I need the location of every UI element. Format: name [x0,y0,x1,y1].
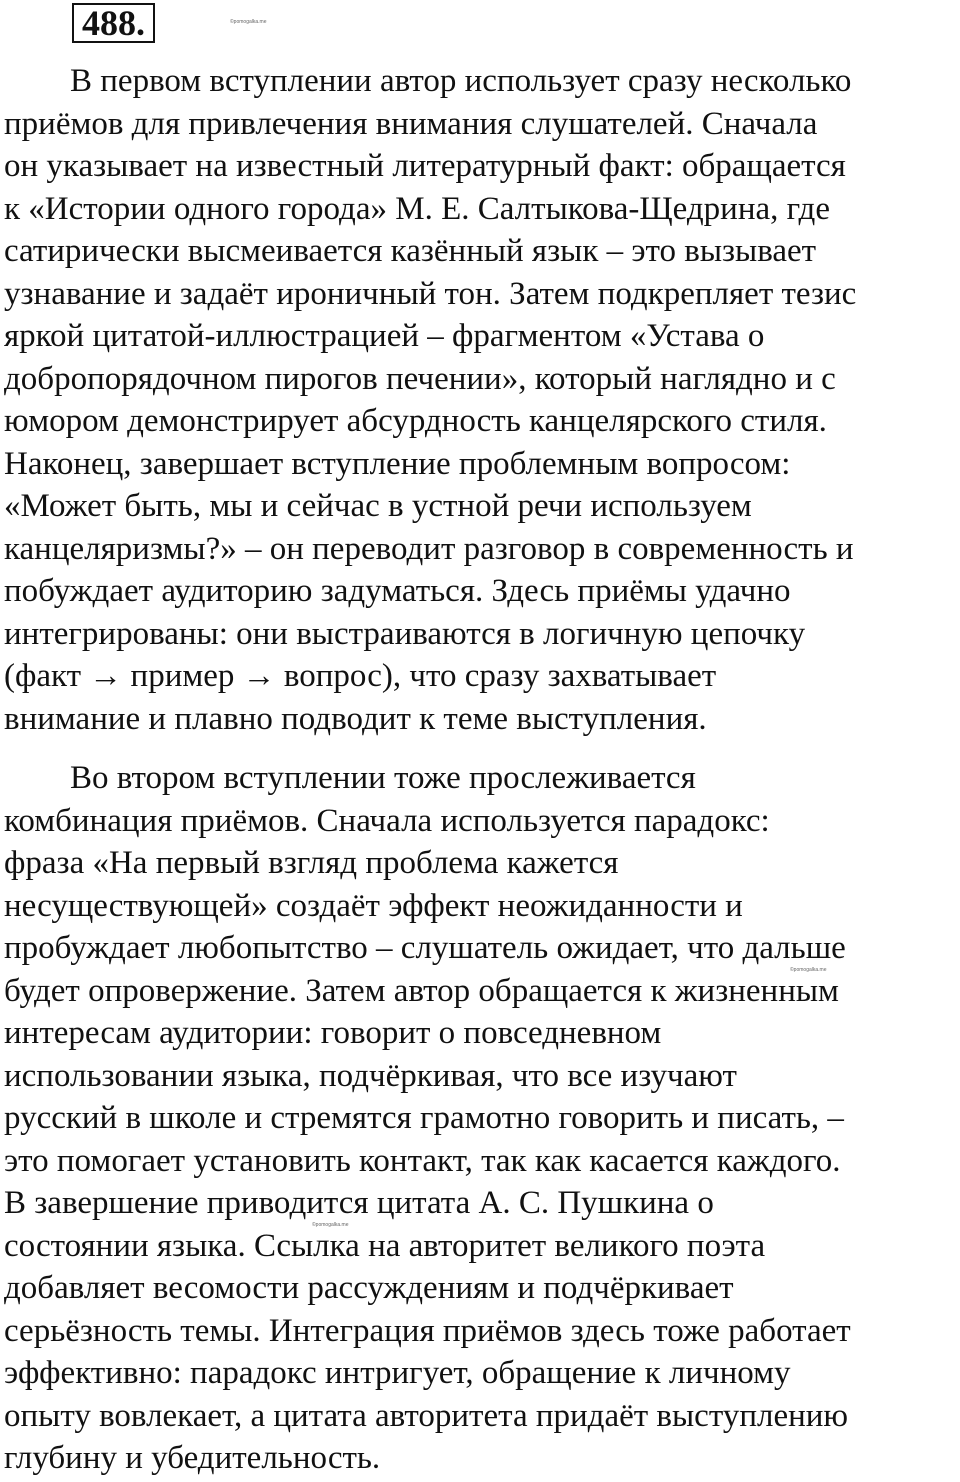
text-line: добропорядочном пирогов печении», который наглядно и с [4,360,836,397]
text-line: фраза «На первый взгляд проблема кажется [4,845,619,881]
text-line: интересам аудитории: говорит о повседневном [4,1015,662,1051]
text-line: юмором демонстрирует абсурдность канцелярского стиля. [4,403,827,439]
paragraph-1 [4,60,960,740]
text-line: добавляет весомости рассуждениям и подчёркивает [4,1270,734,1306]
text-line: интегрированы: они выстраиваются в логичную цепочку [4,615,806,652]
watermark: ©pomogalka.me [312,1222,349,1228]
text-line: «Может быть, мы и сейчас в устной речи используем [4,488,752,524]
text-line: серьёзность темы. Интеграция приёмов здесь тоже работает [4,1312,851,1349]
text-line: использовании языка, подчёркивая, что все изучают [4,1057,737,1094]
text-line: пробуждает любопытство – слушатель ожидает, что дальше [4,930,846,966]
task-number: 488. [72,3,155,43]
text-line: (факт → пример → вопрос), что сразу захватывает [4,658,717,694]
text-line: несуществующей» создаёт эффект неожиданности и [4,887,743,924]
text-line: внимание и плавно подводит к теме выступления. [4,700,707,737]
text-line: русский в школе и стремятся грамотно говорить и писать, – [4,1100,844,1136]
text-line: побуждает аудиторию задуматься. Здесь приёмы удачно [4,573,791,609]
text-line: будет опровержение. Затем автор обращается к жизненным [4,972,839,1009]
text-line: состоянии языка. Ссылка на авторитет великого поэта [4,1227,766,1264]
text-line: сатирически высмеивается казённый язык – это вызывает [4,233,817,269]
text-line: приёмов для привлечения внимания слушателей. Сначала [4,105,818,142]
text-line: В первом вступлении автор использует сразу несколько [70,63,852,99]
text-line: опыту вовлекает, а цитата авторитета придаёт выступлению [4,1397,849,1434]
text-line: эффективно: парадокс интригует, обращение к личному [4,1355,791,1391]
text-line: канцеляризмы?» – он переводит разговор в современность и [4,530,854,567]
text-line: Во втором вступлении тоже прослеживается [70,760,696,796]
text-line: яркой цитатой-иллюстрацией – фрагментом «Устава о [4,318,765,354]
text-line: комбинация приёмов. Сначала используется парадокс: [4,802,770,839]
text-line: глубину и убедительность. [4,1440,381,1476]
text-line: узнавание и задаёт ироничный тон. Затем подкрепляет тезис [4,275,857,312]
text-line: к «Истории одного города» М. Е. Салтыкова-Щедрина, где [4,190,830,227]
paragraph-2 [4,757,960,1480]
text-line: это помогает установить контакт, так как касается каждого. [4,1142,841,1179]
watermark: ©pomogalka.me [230,19,267,25]
text-line: В завершение приводится цитата А. С. Пушкина о [4,1185,714,1221]
text-line: Наконец, завершает вступление проблемным вопросом: [4,445,791,482]
text-line: он указывает на известный литературный факт: обращается [4,148,846,184]
watermark: ©pomogalka.me [790,967,827,973]
